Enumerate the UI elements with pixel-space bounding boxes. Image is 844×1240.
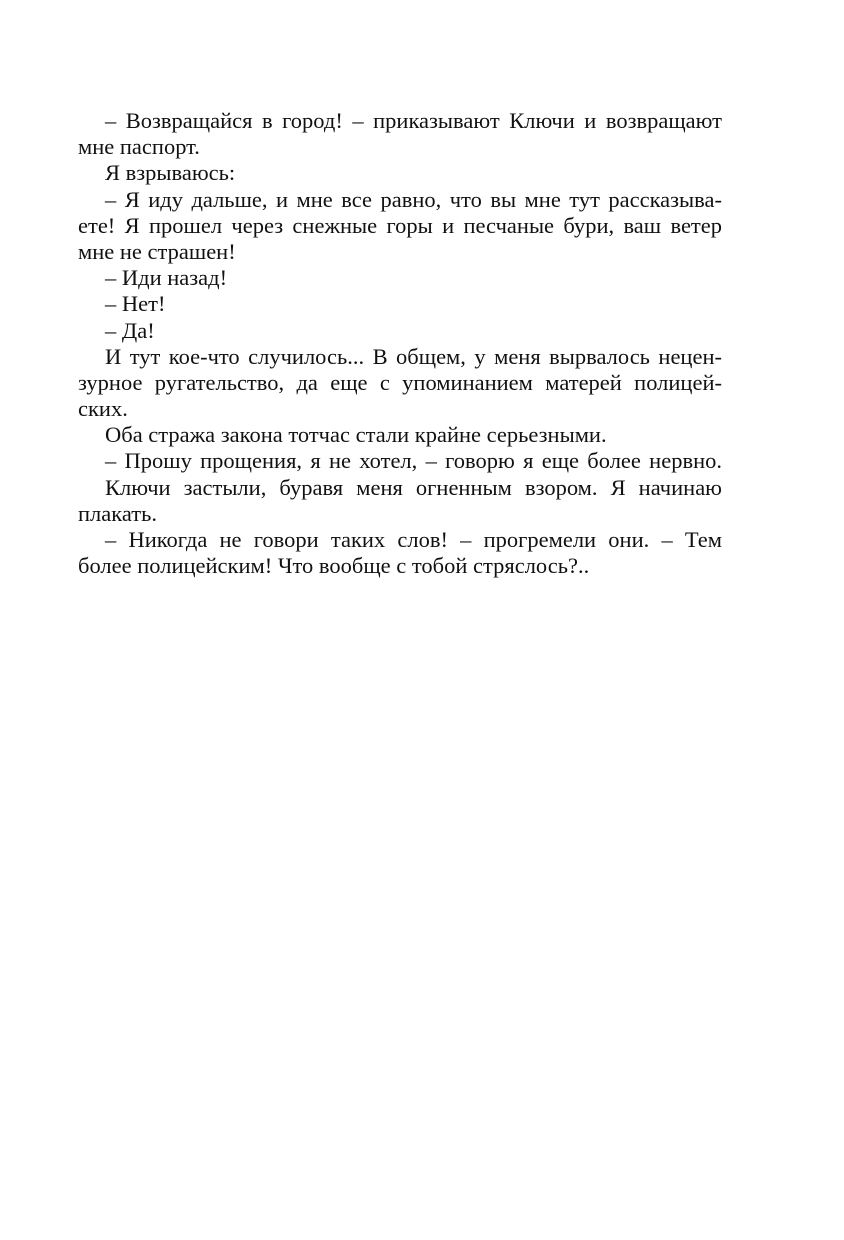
text-line: Я взрываюсь: [105, 160, 236, 186]
text-line: – Возвращайся в город! – приказывают Ключи и возвращают [105, 108, 722, 133]
text-line: – Иди назад! [105, 265, 228, 291]
text-line: зурное ругательство, да еще с упоминанием матерей полицей- [78, 369, 722, 395]
text-line: Ключи застыли, буравя меня огненным взором. Я начинаю [105, 474, 722, 500]
text-line: – Нет! [105, 291, 166, 317]
text-line: – Я иду дальше, и мне все равно, что вы мне тут рассказыва- [105, 186, 722, 212]
text-line: Оба стража закона тотчас стали крайне серьезными. [105, 422, 607, 448]
text-line: плакать. [78, 500, 157, 526]
text-line: более полицейским! Что вообще с тобой стряслось?.. [78, 553, 590, 579]
text-line: – Никогда не говори таких слов! – прогремели они. – Тем [105, 527, 722, 552]
page-text [78, 108, 722, 579]
text-line: мне паспорт. [78, 134, 200, 160]
text-line: – Да! [105, 317, 155, 343]
text-line: мне не страшен! [78, 238, 236, 264]
text-line: ете! Я прошел через снежные горы и песчаные бури, ваш ветер [78, 212, 722, 238]
text-line: И тут кое-что случилось... В общем, у меня вырвалось нецен- [105, 343, 722, 369]
text-line: – Прошу прощения, я не хотел, – говорю я еще более нервно. [105, 448, 722, 474]
text-line: ских. [78, 396, 128, 422]
